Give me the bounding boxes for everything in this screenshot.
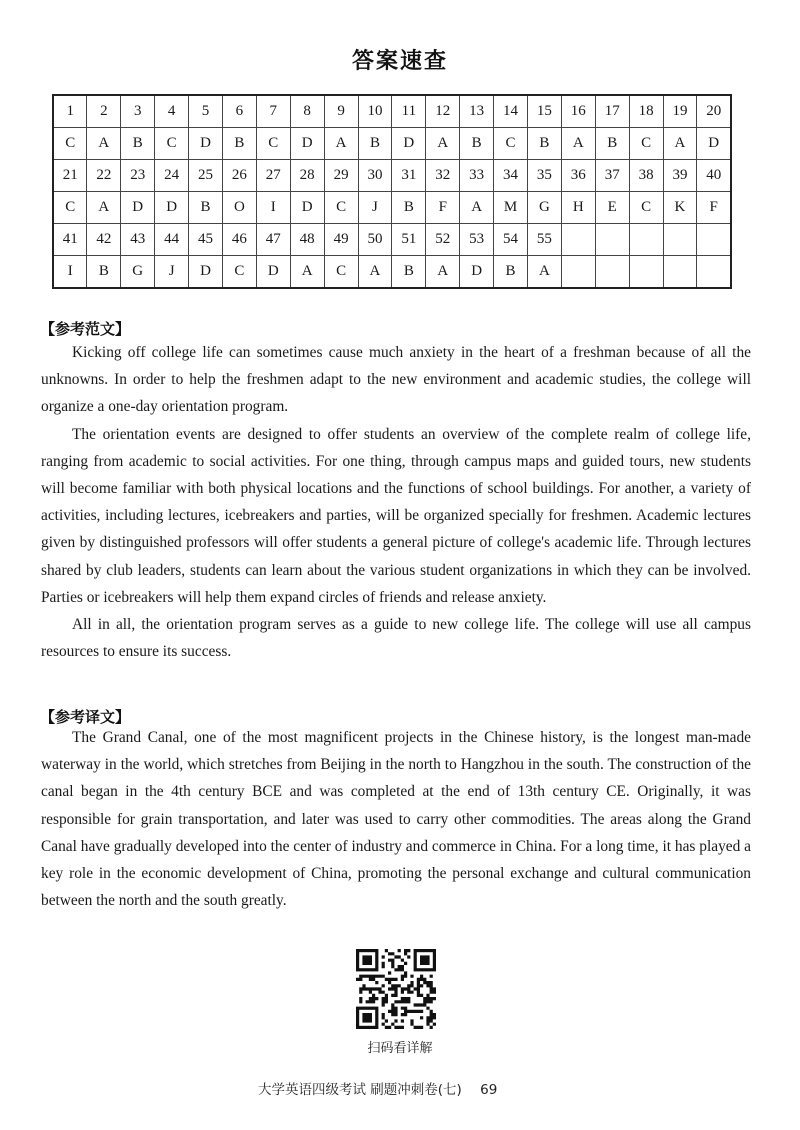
answer-cell: I [53, 256, 87, 289]
question-number-cell: 38 [629, 160, 663, 192]
question-number-cell: 48 [290, 224, 324, 256]
question-number-cell: 7 [256, 95, 290, 128]
question-number-cell: 18 [629, 95, 663, 128]
answer-cell: J [155, 256, 189, 289]
answer-cell: C [629, 192, 663, 224]
answer-cell: H [561, 192, 595, 224]
essay-paragraph: The orientation events are designed to offer students an overview of the complete realm of college life, ranging from academic to social activities. For one thing, through campus maps and guided tours, new students will become familiar with both physical locations and the functions of school buildings. For another, a variety of activities, including lectures, icebreakers and parties, will be organized specially for freshmen. Academic lectures given by distinguished professors will offer students a general picture of college's academic life. Through lectures shared by club leaders, students can learn about the various student organizations in which they can be involved. Parties or icebreakers will help them expand circles of friends and release anxiety. [41, 425, 751, 606]
question-number-cell: 15 [527, 95, 561, 128]
question-number-cell: 52 [426, 224, 460, 256]
page-number: 69 [480, 1082, 498, 1098]
question-number-cell: 14 [494, 95, 528, 128]
question-number-cell: 21 [53, 160, 87, 192]
answer-cell: A [460, 192, 494, 224]
question-number-cell: 13 [460, 95, 494, 128]
question-number-cell: 32 [426, 160, 460, 192]
question-number-cell [663, 224, 697, 256]
sample-essay-heading: 【参考范文】 [40, 320, 131, 338]
answer-cell: C [53, 192, 87, 224]
question-number-cell: 40 [697, 160, 731, 192]
answer-cell: O [222, 192, 256, 224]
answer-cell: B [392, 256, 426, 289]
question-number-cell: 4 [155, 95, 189, 128]
question-number-cell: 2 [87, 95, 121, 128]
question-number-cell: 47 [256, 224, 290, 256]
question-number-cell: 41 [53, 224, 87, 256]
question-number-cell [561, 224, 595, 256]
answer-table-row [53, 192, 731, 224]
question-number-cell: 10 [358, 95, 392, 128]
question-number-cell: 28 [290, 160, 324, 192]
answer-cell: B [87, 256, 121, 289]
question-number-cell: 31 [392, 160, 426, 192]
question-number-cell: 11 [392, 95, 426, 128]
answer-cell: A [663, 128, 697, 160]
answer-cell: A [426, 128, 460, 160]
question-number-cell: 26 [222, 160, 256, 192]
answer-cell: G [121, 256, 155, 289]
answer-cell: A [87, 128, 121, 160]
answer-cell: D [290, 128, 324, 160]
answer-cell [595, 256, 629, 289]
question-number-cell: 19 [663, 95, 697, 128]
question-number-cell: 1 [53, 95, 87, 128]
question-number-cell: 55 [527, 224, 561, 256]
answer-table [52, 94, 732, 289]
question-number-cell [595, 224, 629, 256]
answer-cell: A [426, 256, 460, 289]
question-number-cell [697, 224, 731, 256]
answer-cell: A [561, 128, 595, 160]
answer-cell: B [527, 128, 561, 160]
answer-cell: D [189, 128, 223, 160]
page-title: 答案速查 [351, 49, 448, 74]
answer-cell: F [697, 192, 731, 224]
answer-cell: M [494, 192, 528, 224]
answer-table-row [53, 95, 731, 128]
question-number-cell: 45 [189, 224, 223, 256]
sample-translation-heading: 【参考译文】 [40, 708, 131, 726]
qr-caption: 扫码看详解 [367, 1041, 433, 1056]
answer-cell: C [494, 128, 528, 160]
answer-cell: C [155, 128, 189, 160]
translation-paragraph: The Grand Canal, one of the most magnificent projects in the Chinese history, is the longest man-made waterway in the world, which stretches from Beijing in the north to Hangzhou in the south. The construction of the canal began in the 4th century BCE and was completed at the end of 13th century CE. Originally, it was responsible for grain transportation, and later was used to carry other commodities. The areas along the Grand Canal have gradually developed into the center of industry and commerce in China. For a long time, it has played a key role in the economic development of China, promoting the personal exchange and cultural communication between the north and the south greatly. [41, 729, 751, 910]
question-number-cell: 35 [527, 160, 561, 192]
answer-table-row [53, 128, 731, 160]
answer-cell: D [697, 128, 731, 160]
question-number-cell: 27 [256, 160, 290, 192]
answer-cell: D [392, 128, 426, 160]
answer-cell: B [595, 128, 629, 160]
answer-cell: D [155, 192, 189, 224]
sample-essay-body [41, 339, 751, 665]
question-number-cell: 12 [426, 95, 460, 128]
question-number-cell: 23 [121, 160, 155, 192]
answer-cell [629, 256, 663, 289]
sample-translation-body [41, 724, 751, 914]
question-number-cell: 34 [494, 160, 528, 192]
answer-cell: A [324, 128, 358, 160]
question-number-cell: 50 [358, 224, 392, 256]
question-number-cell: 53 [460, 224, 494, 256]
answer-cell: K [663, 192, 697, 224]
answer-cell: F [426, 192, 460, 224]
page-footer [258, 1078, 497, 1098]
answer-cell: B [460, 128, 494, 160]
question-number-cell: 3 [121, 95, 155, 128]
answer-cell: B [121, 128, 155, 160]
answer-cell: D [189, 256, 223, 289]
question-number-cell: 6 [222, 95, 256, 128]
answer-cell [561, 256, 595, 289]
answer-cell: B [222, 128, 256, 160]
answer-cell: B [358, 128, 392, 160]
question-number-cell: 16 [561, 95, 595, 128]
answer-cell: B [392, 192, 426, 224]
question-number-cell [629, 224, 663, 256]
answer-table-row [53, 256, 731, 289]
footer-title: 大学英语四级考试 刷题冲刺卷(七) [258, 1082, 462, 1098]
question-number-cell: 51 [392, 224, 426, 256]
question-number-cell: 20 [697, 95, 731, 128]
answer-cell: C [324, 256, 358, 289]
question-number-cell: 46 [222, 224, 256, 256]
answer-cell: I [256, 192, 290, 224]
answer-cell: A [290, 256, 324, 289]
answer-cell: B [494, 256, 528, 289]
question-number-cell: 42 [87, 224, 121, 256]
question-number-cell: 9 [324, 95, 358, 128]
question-number-cell: 8 [290, 95, 324, 128]
answer-cell: C [256, 128, 290, 160]
essay-paragraph: All in all, the orientation program serves as a guide to new college life. The college will use all campus resources to ensure its success. [41, 616, 751, 661]
answer-cell: E [595, 192, 629, 224]
answer-cell: A [87, 192, 121, 224]
question-number-cell: 22 [87, 160, 121, 192]
answer-cell [663, 256, 697, 289]
question-number-cell: 5 [189, 95, 223, 128]
answer-cell: C [324, 192, 358, 224]
answer-cell: D [121, 192, 155, 224]
answer-cell: G [527, 192, 561, 224]
answer-cell: A [527, 256, 561, 289]
question-number-cell: 36 [561, 160, 595, 192]
essay-paragraph: Kicking off college life can sometimes cause much anxiety in the heart of a freshman because of all the unknowns. In order to help the freshmen adapt to the new environment and academic studies, the college will organize a one-day orientation program. [41, 344, 751, 416]
answer-cell: C [222, 256, 256, 289]
question-number-cell: 54 [494, 224, 528, 256]
question-number-cell: 25 [189, 160, 223, 192]
answer-cell: C [53, 128, 87, 160]
question-number-cell: 24 [155, 160, 189, 192]
answer-cell: B [189, 192, 223, 224]
answer-cell: J [358, 192, 392, 224]
question-number-cell: 33 [460, 160, 494, 192]
question-number-cell: 39 [663, 160, 697, 192]
question-number-cell: 30 [358, 160, 392, 192]
question-number-cell: 29 [324, 160, 358, 192]
answer-table-row [53, 160, 731, 192]
question-number-cell: 17 [595, 95, 629, 128]
answer-cell: D [256, 256, 290, 289]
question-number-cell: 37 [595, 160, 629, 192]
answer-cell: A [358, 256, 392, 289]
question-number-cell: 44 [155, 224, 189, 256]
answer-table-row [53, 224, 731, 256]
qr-code-icon [356, 949, 436, 1029]
answer-cell: D [460, 256, 494, 289]
answer-cell: C [629, 128, 663, 160]
question-number-cell: 43 [121, 224, 155, 256]
question-number-cell: 49 [324, 224, 358, 256]
answer-cell [697, 256, 731, 289]
answer-cell: D [290, 192, 324, 224]
